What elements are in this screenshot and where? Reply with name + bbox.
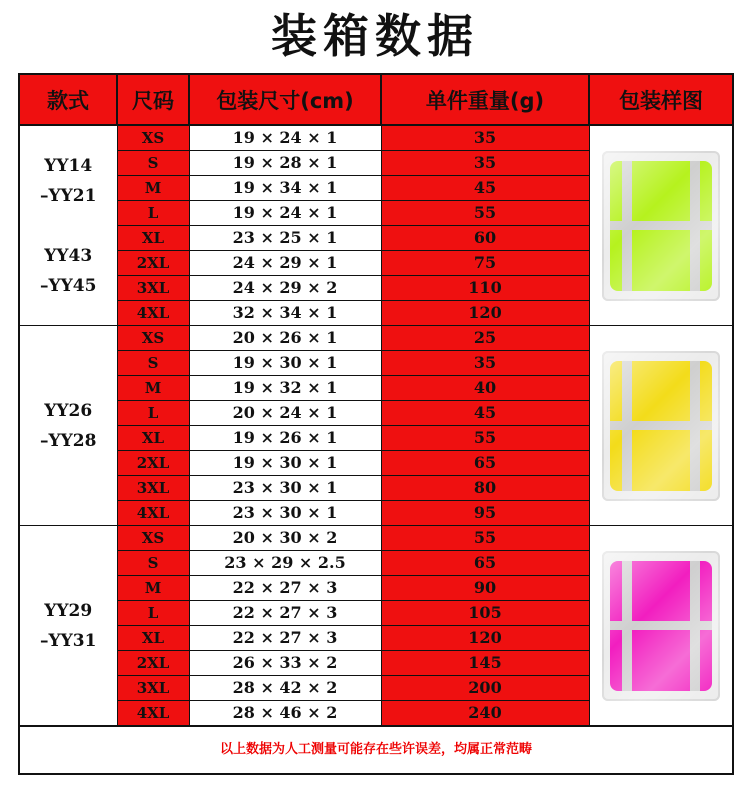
weight-cell: 65 xyxy=(381,451,589,476)
weight-cell: 75 xyxy=(381,251,589,276)
size-cell: 2XL xyxy=(117,451,189,476)
weight-cell: 120 xyxy=(381,301,589,326)
weight-cell: 45 xyxy=(381,401,589,426)
weight-cell: 55 xyxy=(381,201,589,226)
package-image-cell xyxy=(589,125,733,326)
weight-cell: 105 xyxy=(381,601,589,626)
dimensions-cell: 19 × 30 × 1 xyxy=(189,351,381,376)
size-cell: L xyxy=(117,601,189,626)
dimensions-cell: 22 × 27 × 3 xyxy=(189,576,381,601)
page-title: 装箱数据 xyxy=(271,9,479,63)
size-cell: XL xyxy=(117,226,189,251)
dimensions-cell: 19 × 28 × 1 xyxy=(189,151,381,176)
size-cell: 4XL xyxy=(117,501,189,526)
dimensions-cell: 19 × 26 × 1 xyxy=(189,426,381,451)
weight-cell: 110 xyxy=(381,276,589,301)
weight-cell: 90 xyxy=(381,576,589,601)
package-image-cell xyxy=(589,526,733,727)
size-cell: 4XL xyxy=(117,701,189,727)
dimensions-cell: 28 × 42 × 2 xyxy=(189,676,381,701)
dimensions-cell: 23 × 30 × 1 xyxy=(189,476,381,501)
weight-cell: 45 xyxy=(381,176,589,201)
dimensions-cell: 19 × 30 × 1 xyxy=(189,451,381,476)
table-row xyxy=(19,326,733,351)
measurement-note: 以上数据为人工测量可能存在些许误差，均属正常范畴 xyxy=(19,726,733,774)
dimensions-cell: 22 × 27 × 3 xyxy=(189,601,381,626)
header-unit-weight: 单件重量(g) xyxy=(381,74,589,125)
packing-data-table xyxy=(18,73,734,775)
table-body xyxy=(19,125,733,726)
table-row xyxy=(19,526,733,551)
dimensions-cell: 32 × 34 × 1 xyxy=(189,301,381,326)
weight-cell: 60 xyxy=(381,226,589,251)
size-cell: 2XL xyxy=(117,251,189,276)
size-cell: S xyxy=(117,351,189,376)
style-code-cell xyxy=(19,326,117,526)
header-package-dimensions: 包装尺寸(cm) xyxy=(189,74,381,125)
style-code-cell xyxy=(19,526,117,727)
weight-cell: 240 xyxy=(381,701,589,727)
size-cell: XS xyxy=(117,326,189,351)
weight-cell: 40 xyxy=(381,376,589,401)
header-row xyxy=(19,74,733,125)
size-cell: S xyxy=(117,551,189,576)
size-cell: 3XL xyxy=(117,476,189,501)
weight-cell: 55 xyxy=(381,526,589,551)
weight-cell: 55 xyxy=(381,426,589,451)
dimensions-cell: 23 × 30 × 1 xyxy=(189,501,381,526)
weight-cell: 200 xyxy=(381,676,589,701)
note-row xyxy=(19,726,733,774)
style-code: YY29 –YY31 xyxy=(40,600,97,651)
style-code: YY26 –YY28 xyxy=(40,400,97,451)
weight-cell: 35 xyxy=(381,151,589,176)
table-row xyxy=(19,125,733,151)
size-cell: XS xyxy=(117,125,189,151)
dimensions-cell: 19 × 24 × 1 xyxy=(189,125,381,151)
dimensions-cell: 19 × 32 × 1 xyxy=(189,376,381,401)
size-cell: XL xyxy=(117,626,189,651)
size-cell: 3XL xyxy=(117,676,189,701)
size-cell: S xyxy=(117,151,189,176)
dimensions-cell: 19 × 24 × 1 xyxy=(189,201,381,226)
size-cell: L xyxy=(117,201,189,226)
header-package-sample: 包装样图 xyxy=(589,74,733,125)
size-cell: M xyxy=(117,576,189,601)
style-code-cell xyxy=(19,125,117,326)
dimensions-cell: 23 × 25 × 1 xyxy=(189,226,381,251)
weight-cell: 65 xyxy=(381,551,589,576)
dimensions-cell: 22 × 27 × 3 xyxy=(189,626,381,651)
size-cell: XL xyxy=(117,426,189,451)
dimensions-cell: 20 × 30 × 2 xyxy=(189,526,381,551)
dimensions-cell: 24 × 29 × 1 xyxy=(189,251,381,276)
weight-cell: 35 xyxy=(381,351,589,376)
yellow-vest-pack-image xyxy=(602,351,720,501)
dimensions-cell: 24 × 29 × 2 xyxy=(189,276,381,301)
size-cell: M xyxy=(117,376,189,401)
dimensions-cell: 23 × 29 × 2.5 xyxy=(189,551,381,576)
weight-cell: 120 xyxy=(381,626,589,651)
header-size: 尺码 xyxy=(117,74,189,125)
fluorescent-green-vest-pack-image xyxy=(602,151,720,301)
dimensions-cell: 20 × 24 × 1 xyxy=(189,401,381,426)
size-cell: 3XL xyxy=(117,276,189,301)
dimensions-cell: 19 × 34 × 1 xyxy=(189,176,381,201)
dimensions-cell: 20 × 26 × 1 xyxy=(189,326,381,351)
pink-vest-pack-image xyxy=(602,551,720,701)
size-cell: XS xyxy=(117,526,189,551)
weight-cell: 35 xyxy=(381,125,589,151)
size-cell: 4XL xyxy=(117,301,189,326)
dimensions-cell: 28 × 46 × 2 xyxy=(189,701,381,727)
header-style: 款式 xyxy=(19,74,117,125)
package-image-cell xyxy=(589,326,733,526)
dimensions-cell: 26 × 33 × 2 xyxy=(189,651,381,676)
size-cell: 2XL xyxy=(117,651,189,676)
weight-cell: 95 xyxy=(381,501,589,526)
weight-cell: 80 xyxy=(381,476,589,501)
weight-cell: 145 xyxy=(381,651,589,676)
size-cell: M xyxy=(117,176,189,201)
size-cell: L xyxy=(117,401,189,426)
style-code: YY14 –YY21 YY43 –YY45 xyxy=(40,155,97,296)
weight-cell: 25 xyxy=(381,326,589,351)
